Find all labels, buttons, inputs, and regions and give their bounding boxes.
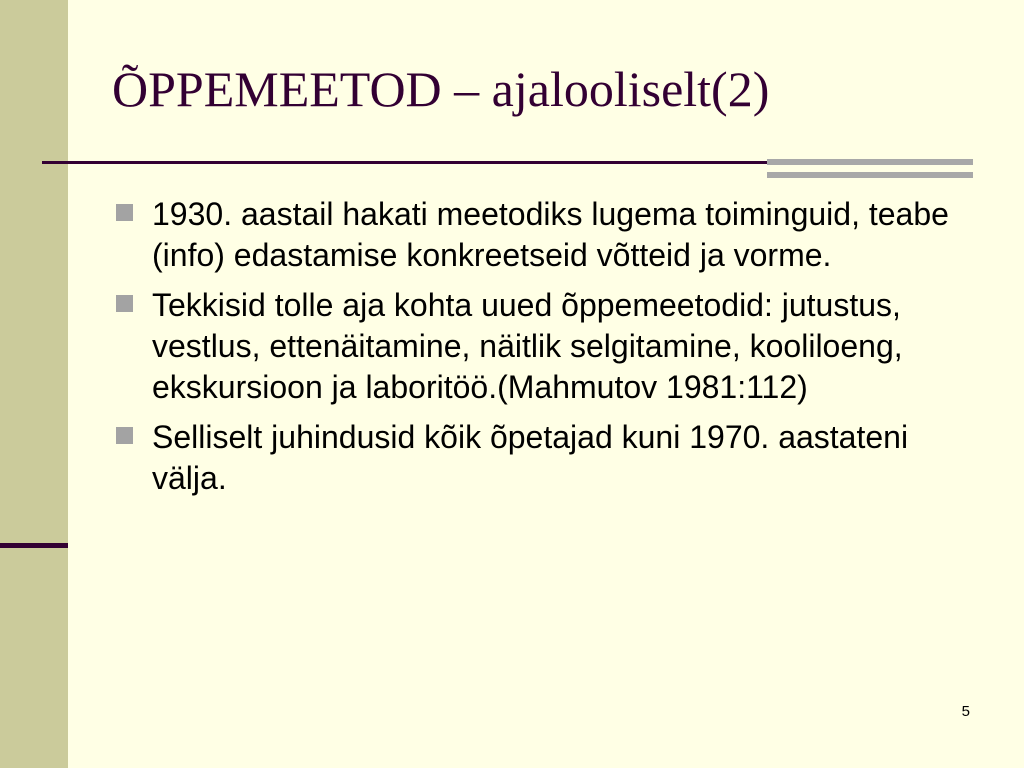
square-bullet-icon [116,295,133,312]
bullet-text: 1930. aastail hakati meetodiks lugema toiminguid, teabe (info) edastamise konkreetseid võtteid ja vorme. [152,196,949,273]
left-decorative-band [0,0,68,768]
bullet-text: Selliselt juhindusid kõik õpetajad kuni 1970. aastateni välja. [152,419,909,496]
bullet-list [116,194,956,508]
square-bullet-icon [116,427,133,444]
page-number: 5 [961,703,970,720]
bullet-text: Tekkisid tolle aja kohta uued õppemeetodid: jutustus, vestlus, ettenäitamine, näitlik selgitamine, kooliloeng, ekskursioon ja laboritöö.(Mahmutov 1981:112) [152,287,903,405]
bullet-item [116,285,956,408]
bullet-item [116,417,956,499]
slide-title: ÕPPEMEETOD – ajalooliselt(2) [112,61,770,117]
square-bullet-icon [116,204,133,221]
left-band-accent-line [0,543,68,548]
decorative-bar-top [767,159,973,165]
title-underline [42,161,786,164]
decorative-bar-bottom [767,172,973,178]
bullet-item [116,194,956,276]
